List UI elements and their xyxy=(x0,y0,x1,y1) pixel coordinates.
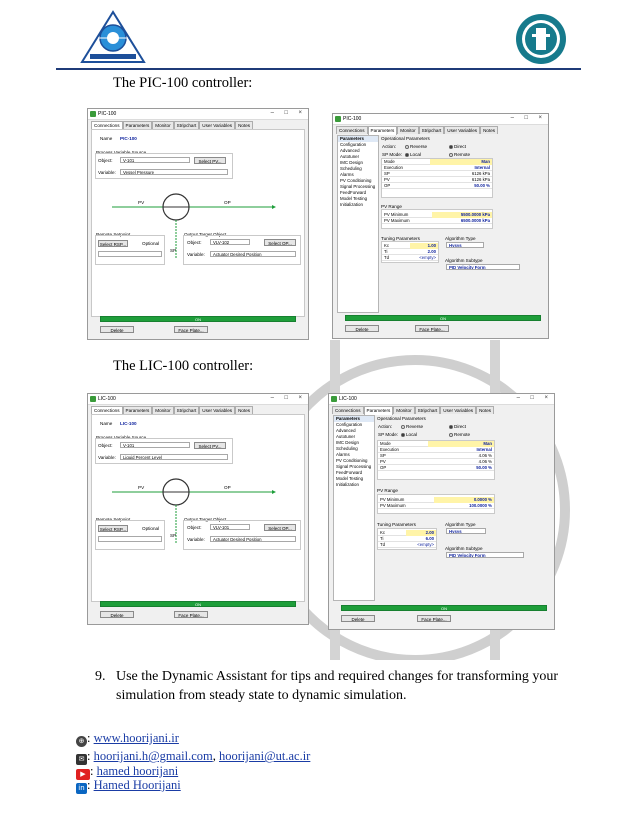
nav-item-parameters[interactable]: Parameters xyxy=(334,416,374,422)
tab-strip xyxy=(332,406,494,414)
nav-item-model-testing[interactable]: Model Testing xyxy=(336,476,364,481)
algo-subtype-select[interactable]: PID Velocity Form xyxy=(446,552,524,558)
close-icon[interactable]: × xyxy=(298,395,302,401)
object-label: Object: xyxy=(98,158,113,163)
algo-type-label: Algorithm Type xyxy=(445,236,476,241)
nav-item-scheduling[interactable]: Scheduling xyxy=(340,166,362,171)
tab-parameters[interactable]: Parameters xyxy=(123,406,153,414)
nav-item-imc-design[interactable]: IMC Design xyxy=(336,440,359,445)
step-text: Use the Dynamic Assistant for tips and required changes for transforming your simulation from steady state to dynamic simulation. xyxy=(116,669,559,703)
titlebar xyxy=(333,114,548,125)
status-bar: ON xyxy=(341,605,547,611)
local-radio[interactable]: Local xyxy=(405,152,421,157)
sp-mode-label: SP Mode: xyxy=(382,152,403,157)
titlebar xyxy=(88,109,308,120)
nav-item-autotuner[interactable]: Autotuner xyxy=(336,434,356,439)
ti-row[interactable]: Ti 6.00 xyxy=(380,536,434,541)
rsp-field[interactable] xyxy=(98,536,162,542)
nav-item-feedforward[interactable]: FeedForward xyxy=(340,190,367,195)
tab-connections[interactable]: Connections xyxy=(336,126,368,134)
tab-notes[interactable]: Notes xyxy=(235,406,253,414)
pv-range-table xyxy=(381,209,493,229)
close-icon[interactable]: × xyxy=(544,395,548,401)
tab-monitor[interactable]: Monitor xyxy=(397,126,418,134)
minimize-icon[interactable]: – xyxy=(270,110,274,116)
connections-panel xyxy=(91,129,305,317)
pv-max-row[interactable]: PV Maximum 100.0000 % xyxy=(380,503,492,508)
tab-parameters[interactable]: Parameters xyxy=(364,406,394,415)
tab-parameters[interactable]: Parameters xyxy=(368,126,398,135)
titlebar xyxy=(88,394,308,405)
delete-button[interactable]: Delete xyxy=(341,615,375,622)
optional-label: Optional xyxy=(142,241,160,246)
td-row[interactable]: Td <empty> xyxy=(380,542,434,547)
mode-row[interactable]: Mode Man xyxy=(384,159,490,164)
tab-monitor[interactable]: Monitor xyxy=(152,121,173,129)
header-rule xyxy=(56,68,581,70)
local-radio[interactable]: Local xyxy=(401,432,417,437)
face-plate-button[interactable]: Face Plate... xyxy=(174,611,208,618)
op-params-table xyxy=(377,440,495,480)
nav-item-feedforward[interactable]: FeedForward xyxy=(336,470,363,475)
pv-row: PV 6126 kPa xyxy=(384,177,490,182)
tab-notes[interactable]: Notes xyxy=(235,121,253,129)
pv-min-row[interactable]: PV Minimum 5500.0000 kPa xyxy=(384,212,490,217)
remote-sp-label: Remote Setpoint xyxy=(96,517,131,522)
direct-radio[interactable]: Direct xyxy=(449,144,466,149)
contact-web: ⊕ : www.hoorijani.ir xyxy=(76,731,179,747)
tab-stripchart[interactable]: Stripchart xyxy=(174,406,200,414)
nav-item-pv-conditioning[interactable]: PV Conditioning xyxy=(336,458,368,463)
op-object-label: Object: xyxy=(187,240,202,245)
maximize-icon[interactable]: □ xyxy=(284,110,288,116)
nav-item-alarms[interactable]: Alarms xyxy=(340,172,354,177)
parameters-nav xyxy=(337,135,379,313)
sp-mode-label: SP Mode: xyxy=(378,432,399,437)
tab-monitor[interactable]: Monitor xyxy=(393,406,414,414)
action-label: Action: xyxy=(378,424,393,429)
parameters-nav xyxy=(333,415,375,601)
output-target-label: Output Target Object xyxy=(184,232,227,237)
nav-item-imc-design[interactable]: IMC Design xyxy=(340,160,363,165)
window-title: PIC-100 xyxy=(98,111,117,117)
op-params-label: Operational Parameters xyxy=(377,416,426,421)
status-bar: ON xyxy=(100,601,296,607)
tab-stripchart[interactable]: Stripchart xyxy=(174,121,200,129)
nav-item-pv-conditioning[interactable]: PV Conditioning xyxy=(340,178,372,183)
remote-sp-label: Remote Setpoint xyxy=(96,232,131,237)
university-logo-left xyxy=(78,8,148,66)
sp-label: SP xyxy=(170,533,177,538)
email-link-2[interactable]: hoorijani@ut.ac.ir xyxy=(219,749,311,763)
minimize-icon[interactable]: – xyxy=(270,395,274,401)
nav-item-alarms[interactable]: Alarms xyxy=(336,452,350,457)
reverse-radio[interactable]: Reverse xyxy=(405,144,427,149)
delete-button[interactable]: Delete xyxy=(345,325,379,332)
pic-parameters-window xyxy=(332,113,549,339)
name-label: Name xyxy=(100,136,113,141)
contact-linkedin: in : Hamed Hoorijani xyxy=(76,778,181,794)
face-plate-button[interactable]: Face Plate... xyxy=(415,325,449,332)
algo-subtype-select[interactable]: PID Velocity Form xyxy=(446,264,520,270)
reverse-radio[interactable]: Reverse xyxy=(401,424,423,429)
titlebar xyxy=(329,394,554,405)
pv-max-row[interactable]: PV Maximum 6500.0000 kPa xyxy=(384,218,490,223)
select-pv-button[interactable]: Select PV... xyxy=(194,442,226,449)
university-logo-right xyxy=(514,12,568,66)
pv-range-label: PV Range xyxy=(381,204,402,209)
op-params-label: Operational Parameters xyxy=(381,136,430,141)
maximize-icon[interactable]: □ xyxy=(284,395,288,401)
email-link-1[interactable]: hoorijani.h@gmail.com xyxy=(93,749,213,763)
variable-label: Variable: xyxy=(98,170,116,175)
execution-row[interactable]: Execution Internal xyxy=(380,447,492,452)
algo-type-label: Algorithm Type xyxy=(445,522,476,527)
nav-item-autotuner[interactable]: Autotuner xyxy=(340,154,360,159)
remote-radio[interactable]: Remote xyxy=(449,432,470,437)
op-variable-label: Variable: xyxy=(187,537,205,542)
connections-panel xyxy=(91,414,305,602)
pv-arrow-label: PV xyxy=(138,485,145,490)
delete-button[interactable]: Delete xyxy=(100,326,134,333)
window-title: LIC-100 xyxy=(339,396,357,402)
direct-radio[interactable]: Direct xyxy=(449,424,466,429)
nav-item-advanced[interactable]: Advanced xyxy=(340,148,360,153)
name-value[interactable]: PIC-100 xyxy=(120,136,137,141)
lic-connections-window xyxy=(87,393,309,625)
tuning-table xyxy=(377,528,437,550)
tuning-label: Tuning Parameters xyxy=(381,236,420,241)
td-row[interactable]: Td <empty> xyxy=(384,255,436,260)
kc-row[interactable]: Kc 1.00 xyxy=(384,243,436,248)
op-variable-label: Variable: xyxy=(187,252,205,257)
pv-variable-field[interactable]: Vessel Pressure xyxy=(120,169,228,175)
algo-type-select[interactable]: Hysys xyxy=(446,528,486,534)
status-bar: ON xyxy=(100,316,296,322)
pv-object-field[interactable]: V-101 xyxy=(120,157,190,163)
hysys-controller-icon xyxy=(335,116,341,122)
maximize-icon[interactable]: □ xyxy=(530,395,534,401)
hysys-controller-icon xyxy=(90,111,96,117)
nav-item-signal-processing[interactable]: Signal Processing xyxy=(340,184,376,189)
nav-item-model-testing[interactable]: Model Testing xyxy=(340,196,368,201)
op-arrow-label: OP xyxy=(224,485,231,490)
minimize-icon[interactable]: – xyxy=(516,395,520,401)
tab-parameters[interactable]: Parameters xyxy=(123,121,153,129)
nav-item-configuration[interactable]: Configuration xyxy=(336,422,363,427)
pv-row: PV 4.06 % xyxy=(380,459,492,464)
select-op-button[interactable]: Select OP... xyxy=(264,524,296,531)
sp-row[interactable]: SP 6126 kPa xyxy=(384,171,490,176)
ti-row[interactable]: Ti 2.00 xyxy=(384,249,436,254)
tab-stripchart[interactable]: Stripchart xyxy=(419,126,445,134)
tab-monitor[interactable]: Monitor xyxy=(152,406,173,414)
nav-item-scheduling[interactable]: Scheduling xyxy=(336,446,358,451)
maximize-icon[interactable]: □ xyxy=(524,115,528,121)
website-link[interactable]: www.hoorijani.ir xyxy=(93,731,179,745)
execution-row[interactable]: Execution Internal xyxy=(384,165,490,170)
pv-variable-field[interactable]: Liquid Percent Level xyxy=(120,454,228,460)
tab-connections[interactable]: Connections xyxy=(332,406,364,414)
linkedin-icon: in xyxy=(76,783,87,794)
sp-row[interactable]: SP 4.06 % xyxy=(380,453,492,458)
tab-connections[interactable]: Connections xyxy=(91,406,123,415)
window-title: PIC-100 xyxy=(343,116,362,122)
nav-item-configuration[interactable]: Configuration xyxy=(340,142,367,147)
op-object-label: Object: xyxy=(187,525,202,530)
minimize-icon[interactable]: – xyxy=(510,115,514,121)
tab-connections[interactable]: Connections xyxy=(91,121,123,130)
op-arrow-label: OP xyxy=(224,200,231,205)
nav-item-parameters[interactable]: Parameters xyxy=(338,136,378,142)
pv-range-label: PV Range xyxy=(377,488,398,493)
select-rsp-button[interactable]: Select RSP... xyxy=(99,242,127,247)
envelope-icon: ✉ xyxy=(76,754,87,765)
tab-user-variables[interactable]: User Variables xyxy=(199,406,235,414)
tab-user-variables[interactable]: User Variables xyxy=(444,126,480,134)
mode-row[interactable]: Mode Man xyxy=(380,441,492,446)
op-params-table xyxy=(381,158,493,198)
object-label: Object: xyxy=(98,443,113,448)
kc-row[interactable]: Kc 2.00 xyxy=(380,530,434,535)
tab-strip xyxy=(91,406,253,414)
name-label: Name xyxy=(100,421,113,426)
tab-user-variables[interactable]: User Variables xyxy=(440,406,476,414)
tuning-table xyxy=(381,241,439,263)
name-value[interactable]: LIC-100 xyxy=(120,421,137,426)
output-target-label: Output Target Object xyxy=(184,517,227,522)
tab-notes[interactable]: Notes xyxy=(476,406,494,414)
face-plate-button[interactable]: Face Plate... xyxy=(417,615,451,622)
select-op-button[interactable]: Select OP... xyxy=(264,239,296,246)
youtube-link[interactable]: hamed hoorijani xyxy=(96,764,179,778)
tab-strip xyxy=(91,121,253,129)
pv-source-label: Process Variable Source xyxy=(96,150,147,155)
nav-item-advanced[interactable]: Advanced xyxy=(336,428,356,433)
linkedin-link[interactable]: Hamed Hoorijani xyxy=(93,778,181,792)
lic-caption: The LIC-100 controller: xyxy=(113,358,254,374)
close-icon[interactable]: × xyxy=(298,110,302,116)
nav-item-initialization[interactable]: Initialization xyxy=(340,202,363,207)
action-label: Action: xyxy=(382,144,397,149)
tab-stripchart[interactable]: Stripchart xyxy=(415,406,441,414)
algo-subtype-label: Algorithm Subtype xyxy=(445,546,483,551)
optional-label: Optional xyxy=(142,526,160,531)
op-variable-field[interactable]: Actuator Desired Position xyxy=(210,536,296,542)
op-object-field[interactable]: VLV-101 xyxy=(210,524,250,530)
pv-source-label: Process Variable Source xyxy=(96,435,147,440)
delete-button[interactable]: Delete xyxy=(100,611,134,618)
hysys-controller-icon xyxy=(331,396,337,402)
op-row[interactable]: OP 50.00 % xyxy=(380,465,492,470)
pv-min-row[interactable]: PV Minimum 0.0000 % xyxy=(380,497,492,502)
face-plate-button[interactable]: Face Plate... xyxy=(174,326,208,333)
op-row[interactable]: OP 50.00 % xyxy=(384,183,490,188)
pic-connections-window xyxy=(87,108,309,340)
variable-label: Variable: xyxy=(98,455,116,460)
globe-icon: ⊕ xyxy=(76,736,87,747)
pic-caption: The PIC-100 controller: xyxy=(113,75,253,91)
nav-item-signal-processing[interactable]: Signal Processing xyxy=(336,464,372,469)
op-variable-field[interactable]: Actuator Desired Position xyxy=(210,251,296,257)
algo-subtype-label: Algorithm Subtype xyxy=(445,258,483,263)
algo-type-select[interactable]: Hysys xyxy=(446,242,484,248)
rsp-field[interactable] xyxy=(98,251,162,257)
op-object-field[interactable]: VLV-102 xyxy=(210,239,250,245)
pv-object-field[interactable]: V-101 xyxy=(120,442,190,448)
step-number: 9. xyxy=(95,669,106,684)
nav-item-initialization[interactable]: Initialization xyxy=(336,482,359,487)
youtube-icon: ▶ xyxy=(76,769,90,780)
remote-radio[interactable]: Remote xyxy=(449,152,470,157)
tab-notes[interactable]: Notes xyxy=(480,126,498,134)
tab-user-variables[interactable]: User Variables xyxy=(199,121,235,129)
pv-range-table xyxy=(377,494,495,514)
close-icon[interactable]: × xyxy=(538,115,542,121)
lic-parameters-window xyxy=(328,393,555,630)
sp-label: SP xyxy=(170,248,177,253)
status-bar: ON xyxy=(345,315,541,321)
pv-arrow-label: PV xyxy=(138,200,145,205)
window-title: LIC-100 xyxy=(98,396,116,402)
contact-youtube: ▶ : hamed hoorijani xyxy=(76,764,178,780)
tuning-label: Tuning Parameters xyxy=(377,522,416,527)
contact-email: ✉ : hoorijani.h@gmail.com, hoorijani@ut.ac.ir xyxy=(76,749,310,765)
select-rsp-button[interactable]: Select RSP... xyxy=(99,527,127,532)
hysys-controller-icon xyxy=(90,396,96,402)
tab-strip xyxy=(336,126,498,134)
select-pv-button[interactable]: Select PV... xyxy=(194,157,226,164)
